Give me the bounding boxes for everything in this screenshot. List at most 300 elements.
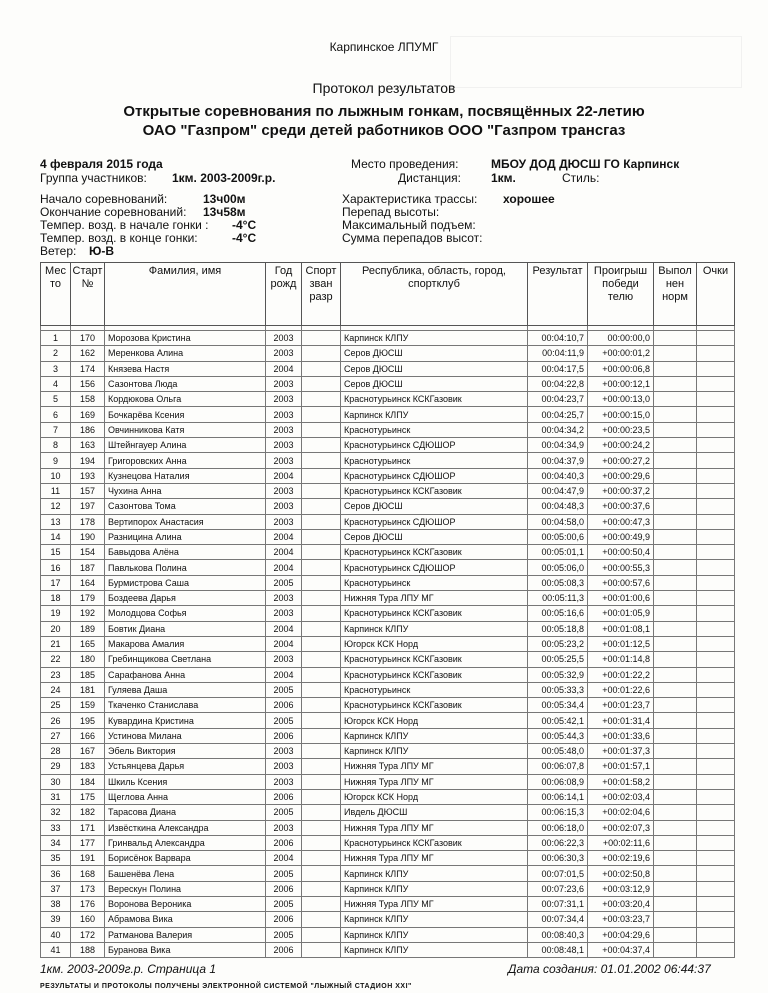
table-row — [41, 514, 735, 529]
year-cell: 2003 — [266, 499, 302, 514]
year-cell: 2005 — [266, 896, 302, 911]
result-cell: 00:04:11,9 — [528, 346, 588, 361]
norm-cell — [654, 652, 697, 667]
year-cell: 2003 — [266, 407, 302, 422]
norm-cell — [654, 835, 697, 850]
gap-cell: +00:02:03,4 — [588, 789, 654, 804]
points-cell — [697, 698, 735, 713]
rank-cell — [302, 805, 341, 820]
gap-cell: +00:00:01,2 — [588, 346, 654, 361]
region-cell: Карпинск КЛПУ — [341, 331, 528, 346]
points-cell — [697, 912, 735, 927]
place-cell: 1 — [41, 331, 71, 346]
norm-cell — [654, 514, 697, 529]
name-cell: Штейнгауер Алина — [105, 438, 266, 453]
place-cell: 9 — [41, 453, 71, 468]
rank-cell — [302, 468, 341, 483]
result-cell: 00:05:42,1 — [528, 713, 588, 728]
gap-cell: 00:00:00,0 — [588, 331, 654, 346]
gap-cell: +00:00:13,0 — [588, 392, 654, 407]
norm-cell — [654, 866, 697, 881]
table-row — [41, 805, 735, 820]
table-row — [41, 728, 735, 743]
bib-cell: 174 — [71, 361, 105, 376]
year-cell: 2005 — [266, 927, 302, 942]
distance-label: Дистанция: — [398, 171, 461, 185]
gap-cell: +00:04:29,6 — [588, 927, 654, 942]
result-cell: 00:04:22,8 — [528, 376, 588, 391]
result-cell: 00:06:08,9 — [528, 774, 588, 789]
table-row — [41, 851, 735, 866]
year-cell: 2004 — [266, 621, 302, 636]
bib-cell: 164 — [71, 575, 105, 590]
norm-cell — [654, 851, 697, 866]
points-cell — [697, 728, 735, 743]
gap-cell: +00:00:47,3 — [588, 514, 654, 529]
bib-cell: 172 — [71, 927, 105, 942]
name-cell: Боздеева Дарья — [105, 591, 266, 606]
rank-cell — [302, 835, 341, 850]
bib-cell: 171 — [71, 820, 105, 835]
rank-cell — [302, 361, 341, 376]
bib-cell: 187 — [71, 560, 105, 575]
table-row — [41, 591, 735, 606]
gap-cell: +00:00:57,6 — [588, 575, 654, 590]
gap-cell: +00:00:23,5 — [588, 422, 654, 437]
region-cell: Нижняя Тура ЛПУ МГ — [341, 896, 528, 911]
region-cell: Нижняя Тура ЛПУ МГ — [341, 591, 528, 606]
style-label: Стиль: — [562, 171, 600, 185]
region-cell: Нижняя Тура ЛПУ МГ — [341, 820, 528, 835]
temp-start-label: Темпер. возд. в начале гонки : — [40, 218, 209, 232]
region-cell: Краснотурьинск СДЮШОР — [341, 514, 528, 529]
points-cell — [697, 851, 735, 866]
document-title: Протокол результатов — [312, 80, 456, 96]
year-cell: 2003 — [266, 652, 302, 667]
rank-cell — [302, 621, 341, 636]
year-cell: 2006 — [266, 698, 302, 713]
place-cell: 4 — [41, 376, 71, 391]
result-cell: 00:07:31,1 — [528, 896, 588, 911]
norm-cell — [654, 713, 697, 728]
venue-value: МБОУ ДОД ДЮСШ ГО Карпинск — [491, 157, 680, 171]
region-cell: Югорск КСК Норд — [341, 789, 528, 804]
bib-cell: 194 — [71, 453, 105, 468]
bib-cell: 182 — [71, 805, 105, 820]
year-cell: 2003 — [266, 591, 302, 606]
year-cell: 2004 — [266, 560, 302, 575]
norm-cell — [654, 453, 697, 468]
year-cell: 2003 — [266, 744, 302, 759]
bib-cell: 179 — [71, 591, 105, 606]
rank-cell — [302, 942, 341, 957]
place-cell: 19 — [41, 606, 71, 621]
creation-date: Дата создания: 01.01.2002 06:44:37 — [508, 962, 711, 976]
rank-cell — [302, 713, 341, 728]
gap-cell: +00:01:14,8 — [588, 652, 654, 667]
result-cell: 00:04:34,9 — [528, 438, 588, 453]
place-cell: 25 — [41, 698, 71, 713]
points-cell — [697, 774, 735, 789]
table-row — [41, 529, 735, 544]
bib-cell: 192 — [71, 606, 105, 621]
place-cell: 28 — [41, 744, 71, 759]
result-cell: 00:05:08,3 — [528, 575, 588, 590]
points-cell — [697, 392, 735, 407]
gap-cell: +00:01:12,5 — [588, 636, 654, 651]
norm-cell — [654, 927, 697, 942]
region-cell: Югорск КСК Норд — [341, 636, 528, 651]
bib-cell: 167 — [71, 744, 105, 759]
points-cell — [697, 621, 735, 636]
header-norm: Выпол нен норм — [654, 263, 697, 326]
place-cell: 6 — [41, 407, 71, 422]
rank-cell — [302, 927, 341, 942]
year-cell: 2004 — [266, 468, 302, 483]
result-cell: 00:05:11,3 — [528, 591, 588, 606]
bib-cell: 166 — [71, 728, 105, 743]
result-cell: 00:06:07,8 — [528, 759, 588, 774]
header-result: Результат — [528, 263, 588, 326]
organizer: Карпинское ЛПУМГ — [329, 40, 439, 54]
points-cell — [697, 942, 735, 957]
year-cell: 2005 — [266, 866, 302, 881]
gap-cell: +00:02:04,6 — [588, 805, 654, 820]
year-cell: 2005 — [266, 805, 302, 820]
points-cell — [697, 789, 735, 804]
name-cell: Кордюкова Ольга — [105, 392, 266, 407]
result-cell: 00:06:30,3 — [528, 851, 588, 866]
rank-cell — [302, 560, 341, 575]
norm-cell — [654, 896, 697, 911]
result-cell: 00:04:10,7 — [528, 331, 588, 346]
norm-cell — [654, 560, 697, 575]
rank-cell — [302, 499, 341, 514]
result-cell: 00:04:58,0 — [528, 514, 588, 529]
gap-cell: +00:00:37,2 — [588, 483, 654, 498]
norm-cell — [654, 728, 697, 743]
rank-cell — [302, 438, 341, 453]
norm-cell — [654, 698, 697, 713]
place-cell: 3 — [41, 361, 71, 376]
year-cell: 2003 — [266, 422, 302, 437]
place-cell: 20 — [41, 621, 71, 636]
year-cell: 2003 — [266, 483, 302, 498]
gap-cell: +00:00:15,0 — [588, 407, 654, 422]
points-cell — [697, 346, 735, 361]
points-cell — [697, 713, 735, 728]
points-cell — [697, 499, 735, 514]
place-cell: 31 — [41, 789, 71, 804]
name-cell: Буранова Вика — [105, 942, 266, 957]
table-row — [41, 422, 735, 437]
total-climb-label: Сумма перепадов высот: — [342, 231, 483, 245]
points-cell — [697, 881, 735, 896]
place-cell: 32 — [41, 805, 71, 820]
place-cell: 13 — [41, 514, 71, 529]
gap-cell: +00:01:05,9 — [588, 606, 654, 621]
region-cell: Краснотурьинск КСКГазовик — [341, 835, 528, 850]
year-cell: 2003 — [266, 820, 302, 835]
header-region: Республика, область, город, спортклуб — [341, 263, 528, 326]
name-cell: Гринвальд Александра — [105, 835, 266, 850]
table-row — [41, 698, 735, 713]
rank-cell — [302, 744, 341, 759]
event-title-line1: Открытые соревнования по лыжным гонкам, посвящённых 22-летию — [123, 103, 645, 120]
place-cell: 17 — [41, 575, 71, 590]
points-cell — [697, 514, 735, 529]
region-cell: Карпинск КЛПУ — [341, 621, 528, 636]
year-cell: 2003 — [266, 774, 302, 789]
table-row — [41, 820, 735, 835]
track-value: хорошее — [503, 192, 555, 206]
name-cell: Морозова Кристина — [105, 331, 266, 346]
bib-cell: 180 — [71, 652, 105, 667]
place-cell: 23 — [41, 667, 71, 682]
bib-cell: 165 — [71, 636, 105, 651]
norm-cell — [654, 744, 697, 759]
region-cell: Краснотурьинск — [341, 682, 528, 697]
rank-cell — [302, 682, 341, 697]
table-row — [41, 621, 735, 636]
year-cell: 2004 — [266, 361, 302, 376]
bib-cell: 181 — [71, 682, 105, 697]
norm-cell — [654, 499, 697, 514]
region-cell: Карпинск КЛПУ — [341, 881, 528, 896]
year-cell: 2003 — [266, 392, 302, 407]
table-row — [41, 575, 735, 590]
distance-value: 1км. — [491, 171, 516, 185]
result-cell: 00:05:18,8 — [528, 621, 588, 636]
table-row — [41, 896, 735, 911]
rank-cell — [302, 392, 341, 407]
rank-cell — [302, 453, 341, 468]
name-cell: Бочкарёва Ксения — [105, 407, 266, 422]
table-row — [41, 774, 735, 789]
gap-cell: +00:02:11,6 — [588, 835, 654, 850]
rank-cell — [302, 652, 341, 667]
norm-cell — [654, 483, 697, 498]
gap-cell: +00:00:50,4 — [588, 545, 654, 560]
result-cell: 00:04:17,5 — [528, 361, 588, 376]
rank-cell — [302, 606, 341, 621]
table-row — [41, 912, 735, 927]
place-cell: 34 — [41, 835, 71, 850]
header-year: Год рожд — [266, 263, 302, 326]
gap-cell: +00:01:58,2 — [588, 774, 654, 789]
bib-cell: 175 — [71, 789, 105, 804]
points-cell — [697, 667, 735, 682]
result-cell: 00:06:18,0 — [528, 820, 588, 835]
place-cell: 8 — [41, 438, 71, 453]
norm-cell — [654, 575, 697, 590]
points-cell — [697, 805, 735, 820]
name-cell: Шкиль Ксения — [105, 774, 266, 789]
table-row — [41, 392, 735, 407]
end-label: Окончание соревнований: — [40, 205, 187, 219]
result-cell: 00:04:25,7 — [528, 407, 588, 422]
rank-cell — [302, 866, 341, 881]
event-title-line2: ОАО "Газпром" среди детей работников ООО "Газпром трансгаз — [142, 122, 626, 139]
region-cell: Нижняя Тура ЛПУ МГ — [341, 851, 528, 866]
name-cell: Сазонтова Тома — [105, 499, 266, 514]
place-cell: 14 — [41, 529, 71, 544]
norm-cell — [654, 820, 697, 835]
points-cell — [697, 636, 735, 651]
result-cell: 00:06:22,3 — [528, 835, 588, 850]
system-note: РЕЗУЛЬТАТЫ И ПРОТОКОЛЫ ПОЛУЧЕНЫ ЭЛЕКТРОННОЙ СИСТЕМОЙ "ЛЫЖНЫЙ СТАДИОН XXI" — [40, 983, 412, 990]
region-cell: Краснотурьинск КСКГазовик — [341, 698, 528, 713]
start-value: 13ч00м — [203, 192, 246, 206]
table-header-row — [41, 263, 735, 326]
rank-cell — [302, 346, 341, 361]
results-body — [41, 326, 735, 958]
name-cell: Гуляева Даша — [105, 682, 266, 697]
norm-cell — [654, 529, 697, 544]
year-cell: 2004 — [266, 545, 302, 560]
name-cell: Извёсткина Александра — [105, 820, 266, 835]
event-date: 4 февраля 2015 года — [40, 157, 163, 171]
place-cell: 10 — [41, 468, 71, 483]
points-cell — [697, 453, 735, 468]
table-row — [41, 835, 735, 850]
result-cell: 00:05:32,9 — [528, 667, 588, 682]
rank-cell — [302, 881, 341, 896]
place-cell: 37 — [41, 881, 71, 896]
norm-cell — [654, 805, 697, 820]
rank-cell — [302, 896, 341, 911]
name-cell: Кузнецова Наталия — [105, 468, 266, 483]
gap-cell: +00:01:22,2 — [588, 667, 654, 682]
result-cell: 00:07:23,6 — [528, 881, 588, 896]
bib-cell: 162 — [71, 346, 105, 361]
name-cell: Воронова Вероника — [105, 896, 266, 911]
region-cell: Краснотурьинск СДЮШОР — [341, 468, 528, 483]
name-cell: Борисёнок Варвара — [105, 851, 266, 866]
region-cell: Краснотурьинск КСКГазовик — [341, 667, 528, 682]
year-cell: 2006 — [266, 881, 302, 896]
max-climb-label: Максимальный подъем: — [342, 218, 476, 232]
group-label: Группа участников: — [40, 171, 147, 185]
table-row — [41, 361, 735, 376]
gap-cell: +00:00:37,6 — [588, 499, 654, 514]
norm-cell — [654, 591, 697, 606]
result-cell: 00:05:06,0 — [528, 560, 588, 575]
wind-label: Ветер: — [40, 244, 77, 258]
rank-cell — [302, 591, 341, 606]
name-cell: Сарафанова Анна — [105, 667, 266, 682]
gap-cell: +00:01:23,7 — [588, 698, 654, 713]
gap-cell: +00:00:06,8 — [588, 361, 654, 376]
points-cell — [697, 575, 735, 590]
bib-cell: 193 — [71, 468, 105, 483]
table-row — [41, 453, 735, 468]
table-row — [41, 789, 735, 804]
place-cell: 30 — [41, 774, 71, 789]
bib-cell: 191 — [71, 851, 105, 866]
name-cell: Башенёва Лена — [105, 866, 266, 881]
place-cell: 40 — [41, 927, 71, 942]
place-cell: 11 — [41, 483, 71, 498]
name-cell: Бурмистрова Саша — [105, 575, 266, 590]
gap-cell: +00:04:37,4 — [588, 942, 654, 957]
year-cell: 2003 — [266, 438, 302, 453]
norm-cell — [654, 789, 697, 804]
region-cell: Карпинск КЛПУ — [341, 866, 528, 881]
table-row — [41, 881, 735, 896]
rank-cell — [302, 820, 341, 835]
norm-cell — [654, 942, 697, 957]
region-cell: Карпинск КЛПУ — [341, 728, 528, 743]
bib-cell: 188 — [71, 942, 105, 957]
name-cell: Князева Настя — [105, 361, 266, 376]
points-cell — [697, 529, 735, 544]
rank-cell — [302, 774, 341, 789]
result-cell: 00:05:25,5 — [528, 652, 588, 667]
bib-cell: 160 — [71, 912, 105, 927]
norm-cell — [654, 774, 697, 789]
norm-cell — [654, 636, 697, 651]
place-cell: 27 — [41, 728, 71, 743]
table-row — [41, 606, 735, 621]
rank-cell — [302, 667, 341, 682]
year-cell: 2005 — [266, 575, 302, 590]
result-cell: 00:05:34,4 — [528, 698, 588, 713]
points-cell — [697, 744, 735, 759]
result-cell: 00:05:00,6 — [528, 529, 588, 544]
points-cell — [697, 560, 735, 575]
year-cell: 2006 — [266, 835, 302, 850]
height-diff-label: Перепад высоты: — [342, 205, 440, 219]
result-cell: 00:05:44,3 — [528, 728, 588, 743]
region-cell: Серов ДЮСШ — [341, 346, 528, 361]
gap-cell: +00:03:23,7 — [588, 912, 654, 927]
header-name: Фамилия, имя — [105, 263, 266, 326]
year-cell: 2005 — [266, 713, 302, 728]
year-cell: 2004 — [266, 667, 302, 682]
norm-cell — [654, 331, 697, 346]
table-row — [41, 759, 735, 774]
bib-cell: 169 — [71, 407, 105, 422]
rank-cell — [302, 529, 341, 544]
rank-cell — [302, 759, 341, 774]
end-value: 13ч58м — [203, 205, 246, 219]
results-table — [40, 262, 735, 958]
rank-cell — [302, 636, 341, 651]
table-row — [41, 545, 735, 560]
name-cell: Меренкова Алина — [105, 346, 266, 361]
table-row — [41, 652, 735, 667]
points-cell — [697, 820, 735, 835]
rank-cell — [302, 851, 341, 866]
name-cell: Гребинщикова Светлана — [105, 652, 266, 667]
place-cell: 29 — [41, 759, 71, 774]
region-cell: Краснотурьинск СДЮШОР — [341, 438, 528, 453]
bib-cell: 173 — [71, 881, 105, 896]
gap-cell: +00:01:33,6 — [588, 728, 654, 743]
bib-cell: 163 — [71, 438, 105, 453]
table-row — [41, 682, 735, 697]
norm-cell — [654, 468, 697, 483]
name-cell: Абрамова Вика — [105, 912, 266, 927]
year-cell: 2003 — [266, 453, 302, 468]
region-cell: Краснотурьинск КСКГазовик — [341, 545, 528, 560]
year-cell: 2003 — [266, 346, 302, 361]
result-cell: 00:07:01,5 — [528, 866, 588, 881]
region-cell: Ивдель ДЮСШ — [341, 805, 528, 820]
result-cell: 00:04:34,2 — [528, 422, 588, 437]
table-row — [41, 667, 735, 682]
